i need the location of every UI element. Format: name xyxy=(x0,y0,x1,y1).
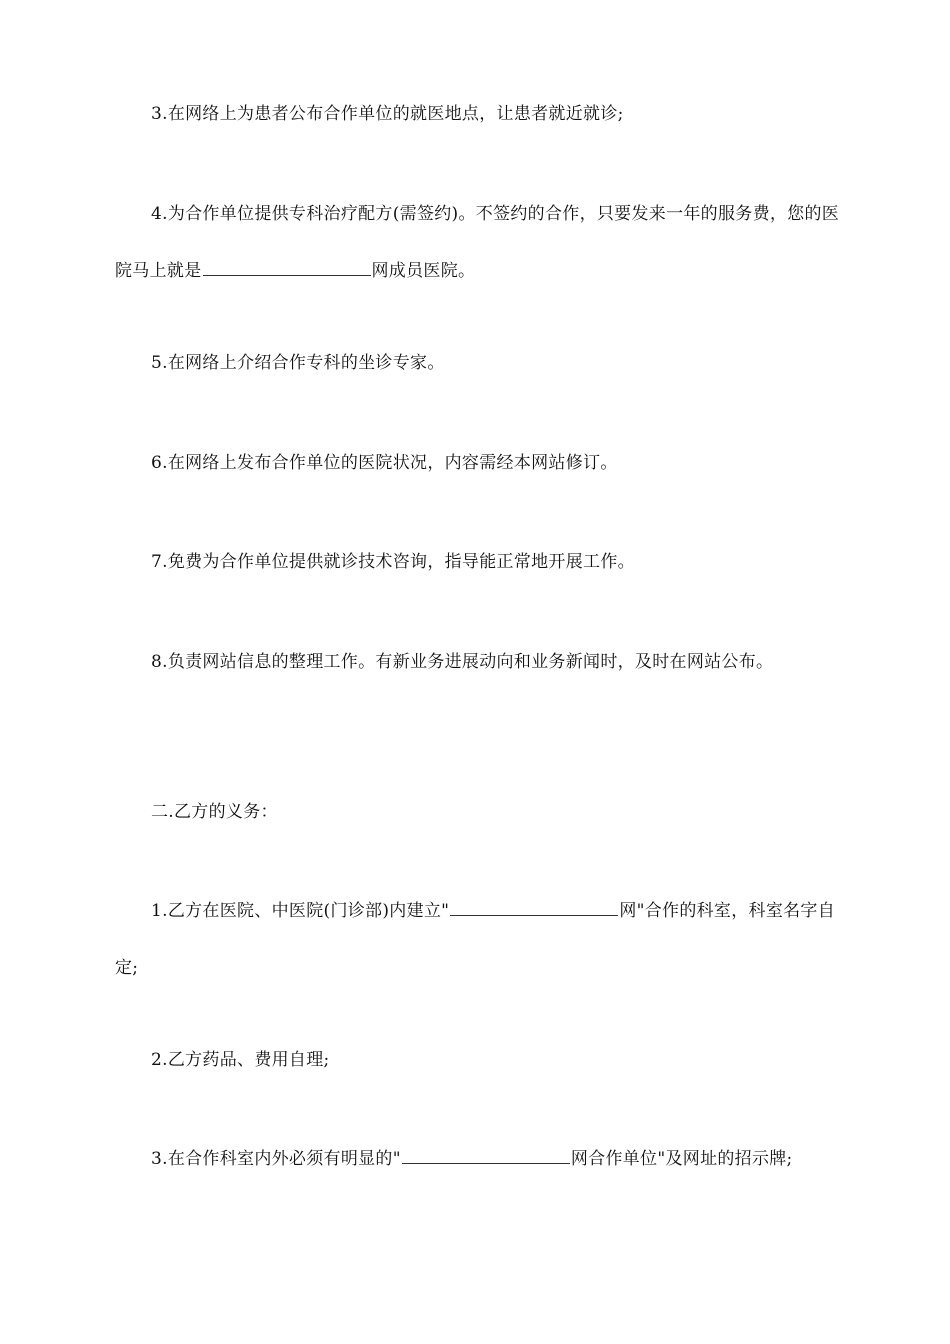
paragraph-8-site-info xyxy=(115,634,840,691)
fill-in-blank xyxy=(450,914,618,916)
paragraph-6-hospital-status xyxy=(115,435,840,492)
paragraph-text: 4.为合作单位提供专科治疗配方(需签约)。不签约的合作，只要发来一年的服务费，您的医院马上就是 xyxy=(115,204,840,281)
section-heading-party-b-obligations xyxy=(115,784,840,841)
paragraph-text: 8.负责网站信息的整理工作。有新业务进展动向和业务新闻时，及时在网站公布。 xyxy=(151,652,774,672)
paragraph-4-prescriptions xyxy=(115,186,840,300)
paragraph-text: 2.乙方药品、费用自理; xyxy=(151,1050,330,1070)
paragraph-7-consulting xyxy=(115,534,840,591)
paragraph-text: 网"合作的科室，科室名字自定; xyxy=(115,901,836,978)
paragraph-text: 网合作单位"及网址的招示牌; xyxy=(570,1149,793,1169)
paragraph-text: 5.在网络上介绍合作专科的坐诊专家。 xyxy=(151,353,445,373)
section-heading-text: 二.乙方的义务： xyxy=(151,802,278,822)
paragraph-text: 7.免费为合作单位提供就诊技术咨询，指导能正常地开展工作。 xyxy=(151,552,635,572)
paragraph-3-publish-locations xyxy=(115,86,840,143)
paragraph-text: 网成员医院。 xyxy=(371,261,476,281)
paragraph-text: 3.在合作科室内外必须有明显的" xyxy=(151,1149,401,1169)
paragraph-text: 6.在网络上发布合作单位的医院状况，内容需经本网站修订。 xyxy=(151,453,618,473)
fill-in-blank xyxy=(203,274,371,276)
paragraph-5-experts xyxy=(115,335,840,392)
paragraph-b2-costs xyxy=(115,1032,840,1089)
paragraph-b3-signboard xyxy=(115,1131,840,1188)
paragraph-text: 3.在网络上为患者公布合作单位的就医地点，让患者就近就诊; xyxy=(151,104,624,124)
fill-in-blank xyxy=(402,1162,570,1164)
paragraph-b1-department xyxy=(115,883,840,997)
paragraph-text: 1.乙方在医院、中医院(门诊部)内建立" xyxy=(151,901,450,921)
